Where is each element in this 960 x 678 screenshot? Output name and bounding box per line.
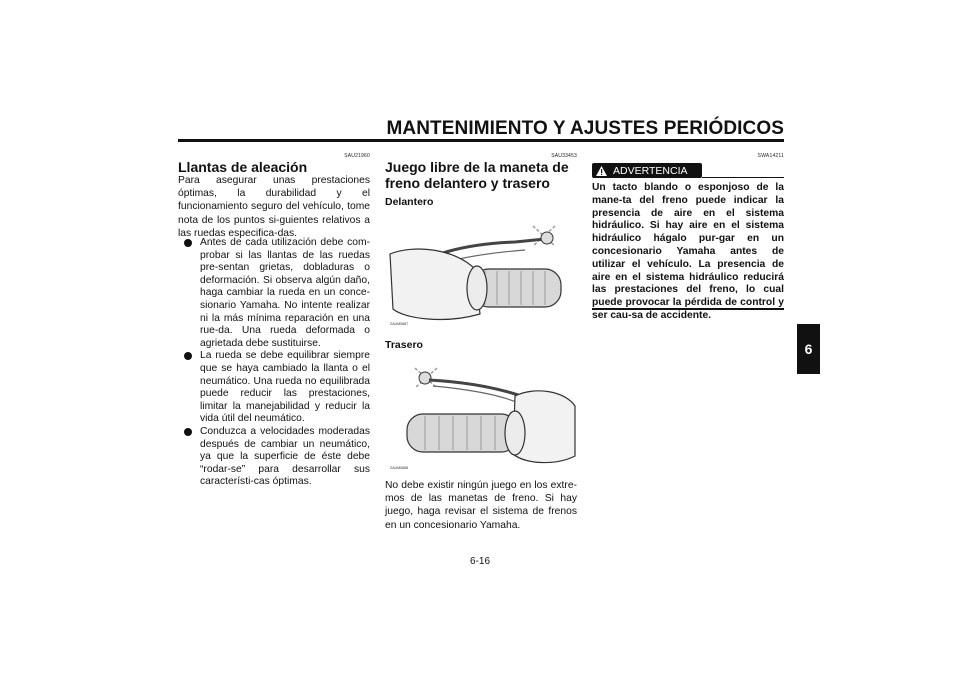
figure-code: ZAUM0887: [390, 322, 409, 326]
intro-paragraph: Para asegurar unas prestaciones óptimas, la durabilidad y el funcionamiento seguro del vehículo, tome nota de los puntos si-guientes relativos a las ruedas especifica-das.: [178, 175, 370, 239]
bullet-list: [178, 237, 370, 489]
warning-header-line: [702, 177, 784, 178]
list-item-text: Antes de cada utilización debe com-probar si las llantas de las ruedas pre-sentan grietas, dobladuras o deformación. Si observa algún daño, haga cambiar la rueda en un conce-sionario Yamaha. No intente realizar ni la más mínima reparación en una rue-da. Una rueda deformada o agrietada debe sustituirse.: [200, 237, 370, 349]
bullet-dot-icon: [184, 428, 192, 436]
list-item: [178, 237, 370, 350]
front-label: Delantero: [385, 196, 434, 208]
front-brake-lever-illustration: [385, 214, 577, 332]
middle-paragraph: No debe existir ningún juego en los extre-mos de las manetas de freno. Si hay juego, haga revisar el sistema de frenos en un concesionario Yamaha.: [385, 480, 577, 531]
list-item: [178, 426, 370, 489]
warning-end-rule: [592, 308, 784, 310]
warning-triangle-icon: [596, 166, 607, 176]
warning-text: Un tacto blando o esponjoso de la mane-ta del freno puede indicar la presencia de aire en el sistema hidráulico. Si hay aire en el sistema hidráulico hágalo pur-gar en un concesionario Yamaha antes de utilizar el vehículo. La presencia de aire en el sistema hidráulico reducirá las prestaciones del freno, lo cual puede provocar la pérdida de control y ser cau-sa de accidente.: [592, 182, 784, 321]
section-heading: Llantas de aleación: [178, 159, 308, 175]
warning-badge: [592, 163, 702, 178]
section-code: SAU33453: [551, 153, 577, 159]
warning-label: ADVERTENCIA: [613, 164, 688, 177]
page-header-title: MANTENIMIENTO Y AJUSTES PERIÓDICOS: [386, 118, 784, 139]
section-code: SWA14211: [757, 153, 784, 159]
chapter-tab: 6: [797, 324, 820, 374]
list-item-text: Conduzca a velocidades moderadas después de cambiar un neumático, ya que la superficie de éste debe “rodar-se” para desarrollar sus característi-cas óptimas.: [200, 425, 370, 488]
bullet-dot-icon: [184, 239, 192, 247]
rear-label: Trasero: [385, 339, 423, 351]
bullet-dot-icon: [184, 352, 192, 360]
section-code: SAU21960: [344, 153, 370, 159]
rear-brake-lever-illustration: [385, 356, 577, 474]
list-item: [178, 350, 370, 426]
list-item-text: La rueda se debe equilibrar siempre que se haya cambiado la llanta o el neumático. Una rueda no equilibrada puede reducir las prestaciones, limitar la manejabilidad y reducir la vida útil del neumático.: [200, 350, 370, 425]
section-heading: Juego libre de la maneta de freno delantero y trasero: [385, 159, 569, 191]
figure-code: ZAUM0888: [390, 466, 409, 470]
header-rule: [178, 139, 784, 142]
page-number: 6-16: [469, 556, 490, 567]
